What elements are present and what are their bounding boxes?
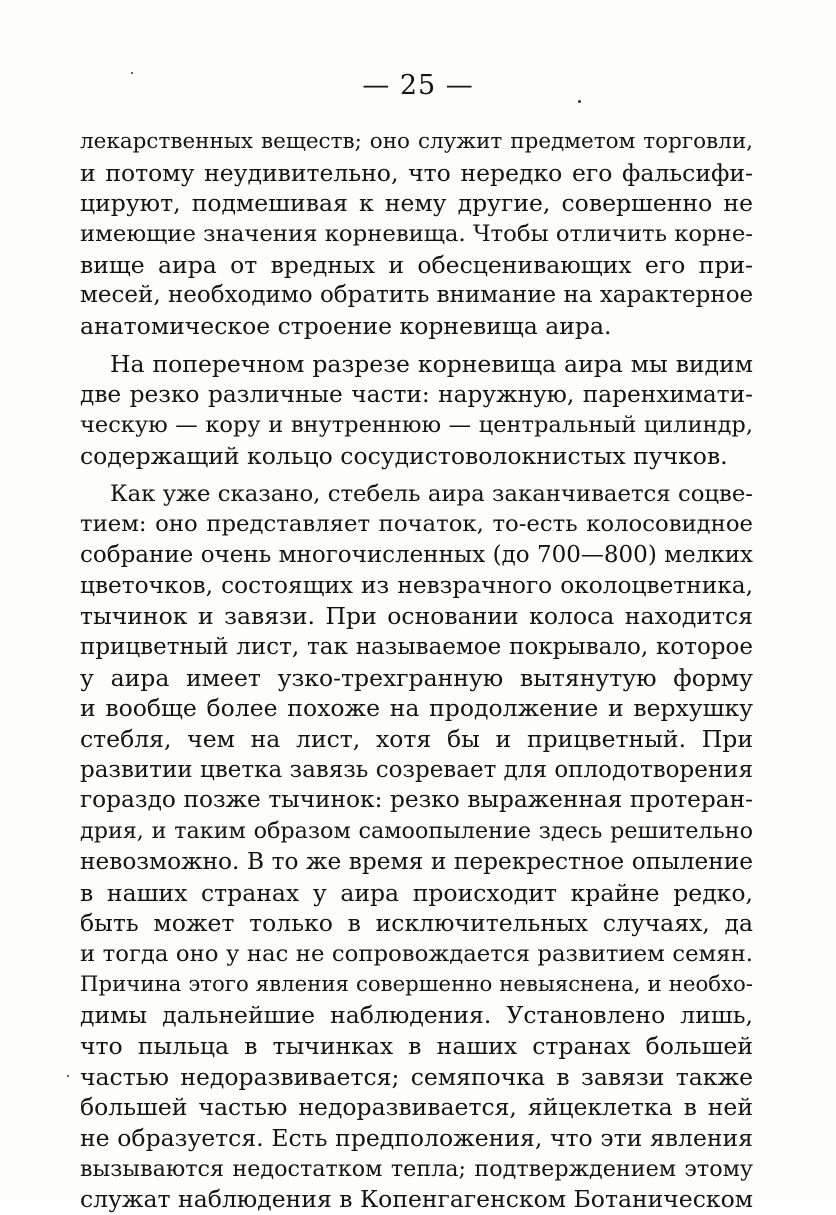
paragraph-2 (80, 349, 753, 472)
text-line: две резко различные части: наружную, паренхимати- (80, 380, 753, 408)
text-line: вище аира от вредных и обесценивающих его при- (80, 250, 753, 279)
text-line: и тогда оно у нас не сопровождается развитием семян. (80, 940, 753, 967)
paragraph-1 (80, 127, 753, 342)
text-line: развитии цветка завязь созревает для оплодотворения (80, 756, 753, 783)
print-speck (67, 1075, 69, 1077)
text-line: Как уже сказано, стебель аира заканчивается соцве- (110, 480, 753, 507)
text-line: и потому неудивительно, что нередко его фальсифи- (80, 158, 753, 187)
text-line: в наших странах у аира происходит крайне редко, (80, 878, 753, 907)
text-line: невозможно. В то же время и перекрестное опыление (80, 847, 753, 875)
text-line: анатомическое строение корневища аира. (80, 312, 612, 341)
text-line: содержащий кольцо сосудистоволокнистых пучков. (80, 441, 728, 470)
text-line: большей частью недоразвивается, яйцеклетка в ней (80, 1093, 753, 1122)
text-line: гораздо позже тычинок: резко выраженная протеран- (80, 786, 753, 814)
text-line: прицветный лист, так называемое покрывало, которое (80, 634, 753, 660)
text-line: быть может только в исключительных случаях, да (80, 909, 753, 938)
text-line: тием: оно представляет початок, то-есть колосовидное (80, 511, 753, 538)
text-line: собрание очень многочисленных (до 700—800) мелких (80, 541, 753, 568)
text-line: цируют, подмешивая к нему другие, совершенно не (80, 189, 753, 218)
text-line: Причина этого явления совершенно невыяснена, и необхо- (80, 971, 753, 997)
text-line: частью недоразвивается; семяпочка в завязи также (80, 1062, 753, 1091)
text-line: На поперечном разрезе корневища аира мы видим (110, 349, 753, 378)
text-line: лекарственных веществ; оно служит предметом торговли, (80, 129, 753, 154)
body-text (80, 127, 753, 1215)
text-line: дрия, и таким образом самоопыление здесь решительно (80, 818, 753, 845)
text-line: вызываются недостатком тепла; подтверждением этому (80, 1155, 753, 1182)
text-line: димы дальнейшие наблюдения. Установлено лишь, (80, 1001, 753, 1030)
text-line: стебля, чем на лист, хотя бы и прицветный. При (80, 725, 753, 754)
text-line: тычинок и завязи. При основании колоса находится (80, 602, 753, 631)
text-line: что пыльца в тычинках в наших странах большей (80, 1031, 753, 1060)
page-number: — 25 — (362, 70, 474, 101)
text-line: имеющие значения корневища. Чтобы отличить корне- (80, 221, 753, 248)
text-line: служат наблюдения в Копенгагенском Ботаническом (80, 1185, 753, 1214)
text-line: цветочков, состоящих из невзрачного околоцветника, (80, 571, 753, 599)
text-line: не образуется. Есть предположения, что эти явления (80, 1124, 753, 1152)
text-line: месей, необходимо обратить внимание на характерное (80, 282, 754, 309)
text-line: и вообще более похоже на продолжение и верхушку (80, 694, 753, 723)
text-line: ческую — кору и внутреннюю — центральный цилиндр, (80, 412, 753, 439)
paragraph-3 (80, 479, 753, 1215)
text-line: у аира имеет узко-трехгранную вытянутую форму (80, 663, 753, 692)
